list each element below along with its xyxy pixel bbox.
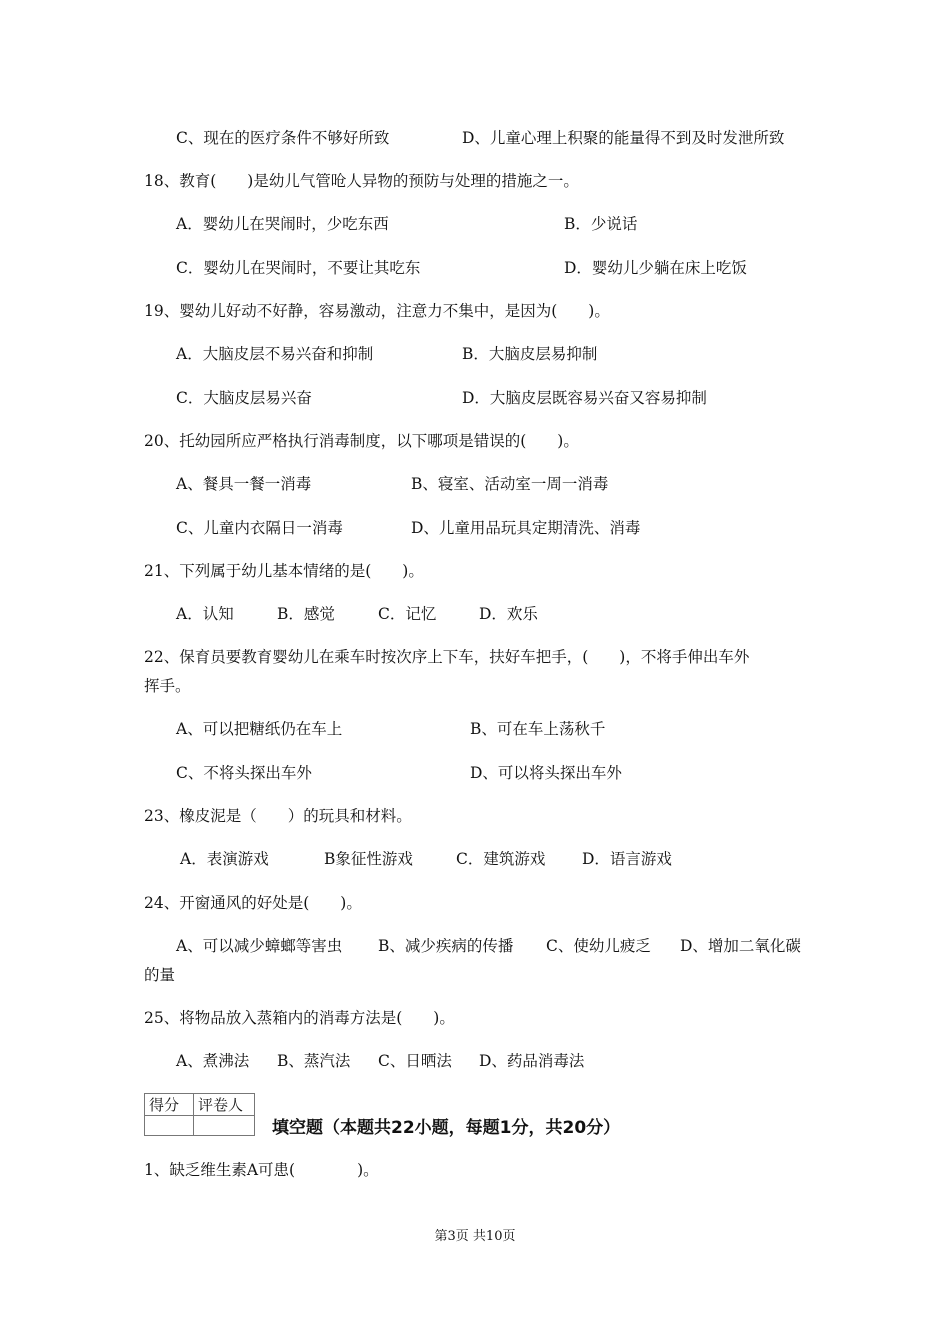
q19-option-c: C．大脑皮层易兴奋 (176, 389, 312, 407)
q20-option-b: B、寝室、活动室一周一消毒 (411, 475, 609, 493)
q18-option-b: B．少说话 (564, 215, 638, 233)
q18-option-a: A．婴幼儿在哭闹时，少吃东西 (176, 215, 389, 233)
q25-stem: 25、将物品放入蒸箱内的消毒方法是( )。 (144, 1009, 455, 1027)
q17-option-d: D、儿童心理上积聚的能量得不到及时发泄所致 (462, 129, 785, 147)
q23-option-d: D．语言游戏 (582, 850, 672, 868)
score-header: 得分 (145, 1094, 194, 1116)
q25-option-a: A、煮沸法 (176, 1052, 250, 1070)
q18-option-d: D．婴幼儿少躺在床上吃饭 (564, 259, 747, 277)
q22-option-d: D、可以将头探出车外 (470, 764, 622, 782)
q23-stem: 23、橡皮泥是（ ）的玩具和材料。 (144, 807, 412, 825)
q24-option-a: A、可以减少蟑螂等害虫 (176, 937, 343, 955)
q19-stem: 19、婴幼儿好动不好静，容易激动，注意力不集中，是因为( )。 (144, 302, 610, 320)
q20-option-d: D、儿童用品玩具定期清洗、消毒 (411, 519, 641, 537)
score-table (144, 1093, 255, 1136)
q22-option-c: C、不将头探出车外 (176, 764, 312, 782)
grader-header: 评卷人 (194, 1094, 255, 1116)
q19-option-b: B．大脑皮层易抑制 (462, 345, 598, 363)
q23-option-c: C．建筑游戏 (456, 850, 546, 868)
score-table-input-row (145, 1116, 255, 1136)
q18-option-c: C．婴幼儿在哭闹时，不要让其吃东 (176, 259, 421, 277)
fill-question-1: 1、缺乏维生素A可患( )。 (144, 1161, 379, 1179)
q23-option-a: A．表演游戏 (180, 850, 269, 868)
q22-option-b: B、可在车上荡秋千 (470, 720, 606, 738)
q20-stem: 20、托幼园所应严格执行消毒制度，以下哪项是错误的( )。 (144, 432, 579, 450)
q21-stem: 21、下列属于幼儿基本情绪的是( )。 (144, 562, 424, 580)
q25-option-d: D、药品消毒法 (479, 1052, 585, 1070)
q24-option-b: B、减少疾病的传播 (378, 937, 514, 955)
page-footer: 第3页 共10页 (434, 1229, 516, 1244)
q25-option-b: B、蒸汽法 (277, 1052, 351, 1070)
q17-option-c: C、现在的医疗条件不够好所致 (176, 129, 390, 147)
q24-option-d: D、增加二氧化碳 (680, 937, 801, 955)
q24-option-d-continued: 的量 (144, 966, 176, 984)
q22-stem-line1: 22、保育员要教育婴幼儿在乘车时按次序上下车，扶好车把手，( )，不将手伸出车外 (144, 648, 750, 666)
q20-option-c: C、儿童内衣隔日一消毒 (176, 519, 343, 537)
q21-option-c: C．记忆 (378, 605, 437, 623)
q22-option-a: A、可以把糖纸仍在车上 (176, 720, 343, 738)
score-table-header-row (145, 1094, 255, 1116)
section-title: 填空题（本题共22小题，每题1分，共20分） (272, 1118, 621, 1138)
q23-option-b: B象征性游戏 (324, 850, 413, 868)
q21-option-a: A．认知 (176, 605, 234, 623)
q22-stem-line2: 挥手。 (144, 677, 191, 695)
q25-option-c: C、日晒法 (378, 1052, 452, 1070)
q21-option-b: B．感觉 (277, 605, 335, 623)
grader-cell[interactable] (194, 1116, 255, 1136)
q20-option-a: A、餐具一餐一消毒 (176, 475, 312, 493)
q24-stem: 24、开窗通风的好处是( )。 (144, 894, 362, 912)
q19-option-a: A．大脑皮层不易兴奋和抑制 (176, 345, 374, 363)
q24-option-c: C、使幼儿疲乏 (546, 937, 651, 955)
score-cell[interactable] (145, 1116, 194, 1136)
q21-option-d: D．欢乐 (479, 605, 538, 623)
q19-option-d: D．大脑皮层既容易兴奋又容易抑制 (462, 389, 707, 407)
q18-stem: 18、教育( )是幼儿气管呛人异物的预防与处理的措施之一。 (144, 172, 579, 190)
